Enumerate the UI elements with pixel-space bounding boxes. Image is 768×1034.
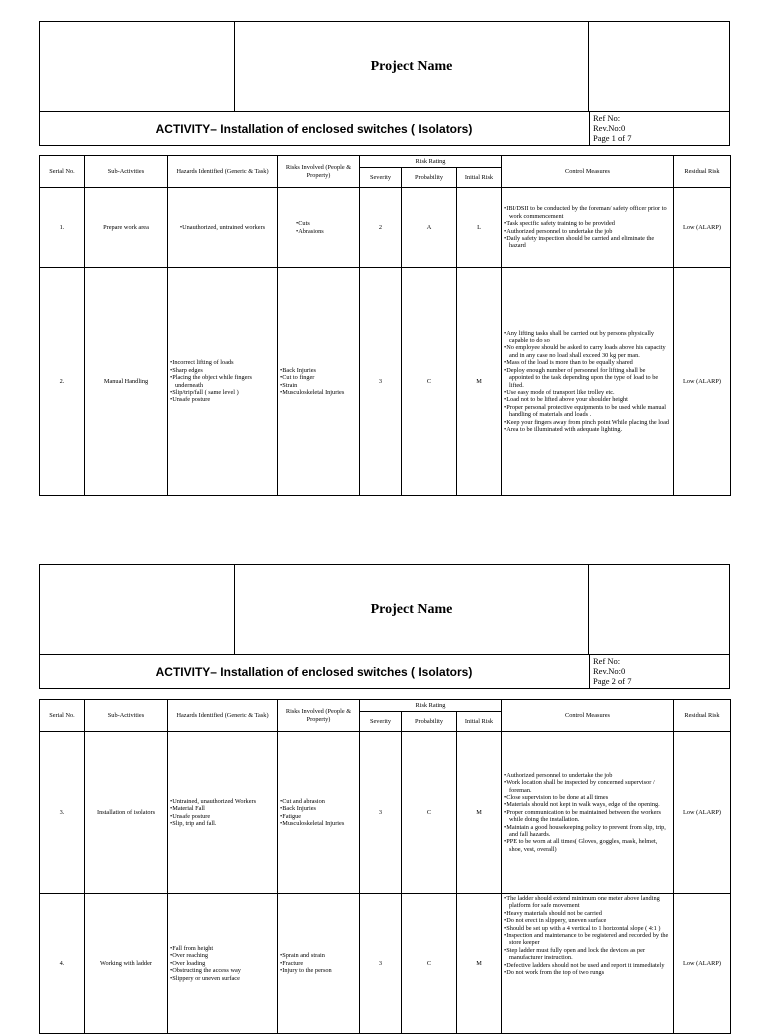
hazard-item: • Slip/trip/fall ( same level ): [170, 389, 275, 396]
col-initial-risk: Initial Risk: [457, 712, 502, 732]
risk-item: • Musculoskeletal Injuries: [280, 820, 357, 827]
residual-risk-cell: Low (ALARP): [674, 268, 731, 496]
control-item: • Inspection and maintenance to be registered and recorded by the store keeper: [504, 932, 671, 947]
activity-title: ACTIVITY– Installation of enclosed switches ( Isolators): [155, 664, 473, 679]
control-item: • Materials should not kept in walk ways, edge of the opening.: [504, 801, 671, 808]
logo-box-left: [40, 22, 235, 111]
risk-item: • Cut and abrasion: [280, 798, 357, 805]
sub-activity-cell: Manual Handling: [85, 268, 168, 496]
serial-cell: 1.: [40, 188, 85, 268]
probability-cell: C: [402, 732, 457, 894]
control-item: • Daily safety inspection should be carried and eliminate the hazard: [504, 235, 671, 250]
control-item: • Area to be illuminated with adequate lighting.: [504, 426, 671, 433]
control-item: • The ladder should extend minimum one meter above landing platform for safe movement: [504, 895, 671, 910]
reference-box: [589, 112, 729, 145]
hazard-item: • Unsafe posture: [170, 396, 275, 403]
severity-cell: 2: [360, 188, 402, 268]
control-item: • Maintain a good housekeeping policy to prevent from slip, trip, and fall hazards.: [504, 824, 671, 839]
hazard-item: • Untrained, unauthorized Workers: [170, 798, 275, 805]
hazards-cell: [168, 188, 278, 268]
col-serial: Serial No.: [40, 700, 85, 732]
ref-no: Ref No:: [593, 656, 621, 666]
table-row: [40, 268, 731, 496]
hazards-cell: [168, 268, 278, 496]
risks-cell: [278, 894, 360, 1034]
col-sub-activities: Sub-Activities: [85, 156, 168, 188]
risk-item: • Strain: [280, 382, 357, 389]
hazard-item: • Fall from height: [170, 945, 275, 952]
control-item: • Proper communication to be maintained between the workers while doing the installation.: [504, 809, 671, 824]
col-risk-rating: Risk Rating: [360, 156, 502, 168]
logo-box-left: [40, 565, 235, 654]
risk-table-page-2: [39, 699, 731, 1034]
col-probability: Probability: [402, 168, 457, 188]
initial-risk-cell: L: [457, 188, 502, 268]
col-control-measures: Control Measures: [502, 156, 674, 188]
initial-risk-cell: M: [457, 894, 502, 1034]
probability-cell: A: [402, 188, 457, 268]
project-name: Project Name: [370, 58, 453, 74]
initial-risk-cell: M: [457, 732, 502, 894]
residual-risk-cell: Low (ALARP): [674, 732, 731, 894]
table-row: [40, 188, 731, 268]
control-item: • No employee should be asked to carry loads above his capacity and in any case no load shall exceed 30 kg per man.: [504, 344, 671, 359]
col-hazards: Hazards Identified (Generic & Task): [168, 156, 278, 188]
control-item: • PPE to be worn at all times( Gloves, goggles, mask, helmet, shoe, vest, overall): [504, 838, 671, 853]
control-item: • Authorized personnel to undertake the job: [504, 228, 671, 235]
control-item: • Work location shall be inspected by concerned supervisor / foreman.: [504, 779, 671, 794]
risks-cell: [278, 268, 360, 496]
control-item: • Step ladder must fully open and lock the devices as per manufacturer instruction.: [504, 947, 671, 962]
hazard-item: • Obstructing the access way: [170, 967, 275, 974]
col-initial-risk: Initial Risk: [457, 168, 502, 188]
control-item: • Task specific safety training to be provided: [504, 220, 671, 227]
hazard-item: • Over reaching: [170, 952, 275, 959]
probability-cell: C: [402, 268, 457, 496]
risk-item: • Cuts: [296, 220, 357, 227]
col-residual-risk: Residual Risk: [674, 700, 731, 732]
reference-box: [589, 655, 729, 688]
control-item: • Use easy mode of transport like trolley etc.: [504, 389, 671, 396]
control-item: • Do not work from the top of two rungs: [504, 969, 671, 976]
col-severity: Severity: [360, 712, 402, 732]
rev-no: Rev.No:0: [593, 123, 626, 133]
rev-no: Rev.No:0: [593, 666, 626, 676]
hazard-item: • Over loading: [170, 960, 275, 967]
hazard-item: • Incorrect lifting of loads: [170, 359, 275, 366]
severity-cell: 3: [360, 732, 402, 894]
page-2: [39, 564, 730, 689]
control-item: • Authorized personnel to undertake the job: [504, 772, 671, 779]
control-item: • Should be set up with a 4 vertical to 1 horizontal slope ( 4:1 ): [504, 925, 671, 932]
page-header: [39, 21, 730, 146]
control-item: • Keep your fingers away from pinch point While placing the load: [504, 419, 671, 426]
page-number: Page 2 of 7: [593, 676, 632, 686]
residual-risk-cell: Low (ALARP): [674, 188, 731, 268]
serial-cell: 4.: [40, 894, 85, 1034]
col-risks: Risks Involved (People & Property): [278, 700, 360, 732]
serial-cell: 3.: [40, 732, 85, 894]
page-1: [39, 21, 730, 146]
hazard-item: • Material Fall: [170, 805, 275, 812]
control-item: • Close supervision to be done at all times: [504, 794, 671, 801]
control-item: • Proper personal protective equipments to be used while manual handling of materials and loads .: [504, 404, 671, 419]
col-serial: Serial No.: [40, 156, 85, 188]
risk-item: • Injury to the person: [280, 967, 357, 974]
risks-cell: [278, 188, 360, 268]
col-risks: Risks Involved (People & Property): [278, 156, 360, 188]
control-item: • Deploy enough number of personnel for lifting shall be appointed to the task depending upon the type of load to be lifted.: [504, 367, 671, 389]
hazard-item: • Unsafe posture: [170, 813, 275, 820]
col-hazards: Hazards Identified (Generic & Task): [168, 700, 278, 732]
probability-cell: C: [402, 894, 457, 1034]
risks-cell: [278, 732, 360, 894]
risk-item: • Cut to finger: [280, 374, 357, 381]
hazards-cell: [168, 732, 278, 894]
initial-risk-cell: M: [457, 268, 502, 496]
project-name: Project Name: [370, 601, 453, 617]
activity-title: ACTIVITY– Installation of enclosed switches ( Isolators): [155, 121, 473, 136]
sub-activity-cell: Installation of isolators: [85, 732, 168, 894]
ref-no: Ref No:: [593, 113, 621, 123]
risk-item: • Fracture: [280, 960, 357, 967]
col-control-measures: Control Measures: [502, 700, 674, 732]
control-item: • Mass of the load is more than to be equally shared: [504, 359, 671, 366]
hazard-item: • Slippery or uneven surface: [170, 975, 275, 982]
control-item: • Do not erect in slippery, uneven surface: [504, 917, 671, 924]
col-risk-rating: Risk Rating: [360, 700, 502, 712]
severity-cell: 3: [360, 894, 402, 1034]
logo-box-right: [588, 22, 729, 111]
controls-cell: [502, 894, 674, 1034]
control-item: • Load not to be lifted above your shoulder height: [504, 396, 671, 403]
hazard-item: • Slip, trip and fall.: [170, 820, 275, 827]
page-number: Page 1 of 7: [593, 133, 632, 143]
severity-cell: 3: [360, 268, 402, 496]
hazard-item: • Sharp edges: [170, 367, 275, 374]
residual-risk-cell: Low (ALARP): [674, 894, 731, 1034]
logo-box-right: [588, 565, 729, 654]
risk-item: • Sprain and strain: [280, 952, 357, 959]
sub-activity-cell: Prepare work area: [85, 188, 168, 268]
controls-cell: [502, 188, 674, 268]
risk-item: • Back Injuries: [280, 805, 357, 812]
hazards-cell: [168, 894, 278, 1034]
hazard-item: • Unauthorized, untrained workers: [170, 224, 275, 231]
serial-cell: 2.: [40, 268, 85, 496]
col-residual-risk: Residual Risk: [674, 156, 731, 188]
risk-table-page-1: [39, 155, 731, 496]
col-probability: Probability: [402, 712, 457, 732]
table-row: [40, 732, 731, 894]
controls-cell: [502, 268, 674, 496]
risk-item: • Back Injuries: [280, 367, 357, 374]
control-item: • Any lifting tasks shall be carried out by persons physically capable to do so: [504, 330, 671, 345]
risk-item: • Abrasions: [296, 228, 357, 235]
col-severity: Severity: [360, 168, 402, 188]
table-row: [40, 894, 731, 1034]
col-sub-activities: Sub-Activities: [85, 700, 168, 732]
control-item: • Heavy materials should not be carried: [504, 910, 671, 917]
hazard-item: • Placing the object while fingers underneath: [170, 374, 275, 389]
risk-item: • Musculoskeletal Injuries: [280, 389, 357, 396]
control-item: • IBI/DSII to be conducted by the foreman/ safety officer prior to work commencement: [504, 205, 671, 220]
page-header: [39, 564, 730, 689]
control-item: • Defective ladders should not be used and report it immediately: [504, 962, 671, 969]
sub-activity-cell: Working with ladder: [85, 894, 168, 1034]
controls-cell: [502, 732, 674, 894]
risk-item: • Fatigue: [280, 813, 357, 820]
